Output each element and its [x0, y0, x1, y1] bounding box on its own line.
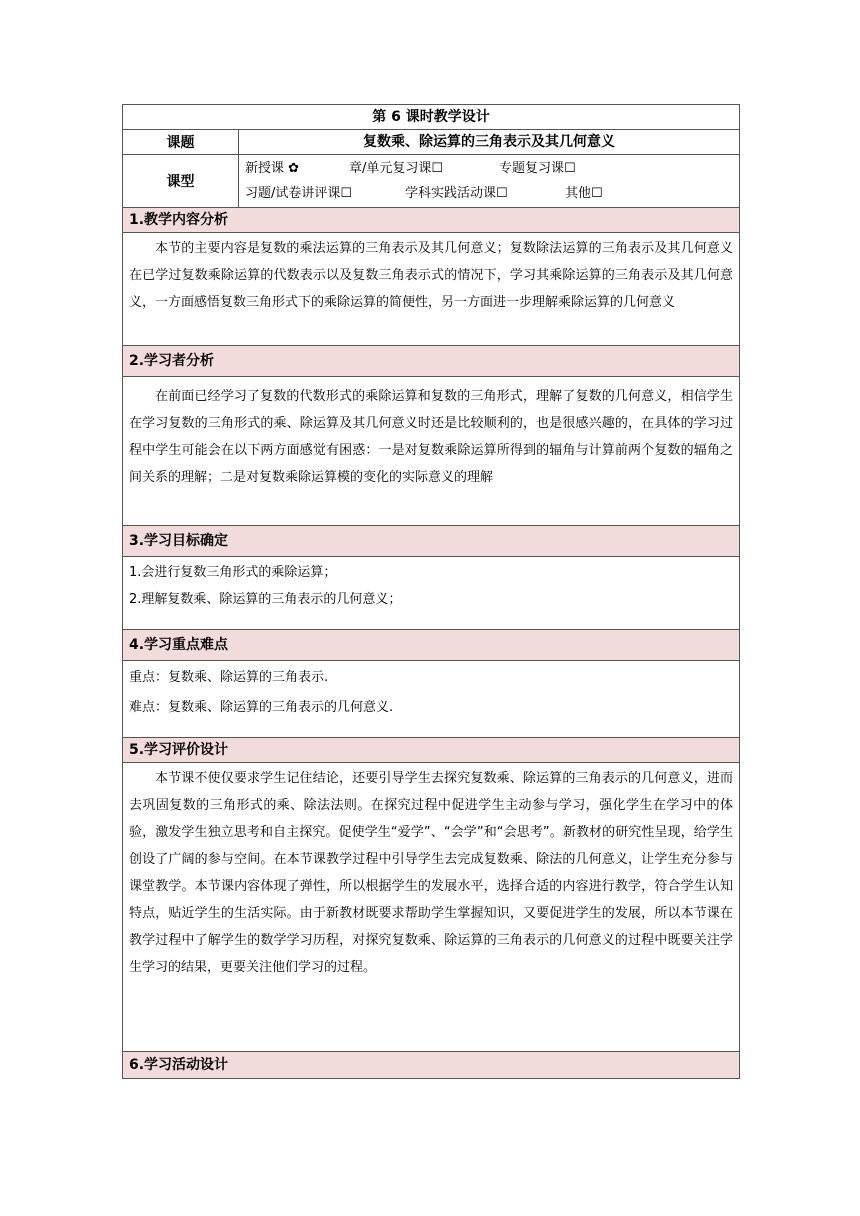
lesson-type-options — [239, 155, 740, 208]
learner-analysis-heading: 2.学习者分析 — [123, 346, 740, 377]
option-new-lesson[interactable]: 新授课 ✿ — [245, 161, 300, 176]
option-exercise-review[interactable]: 习题/试卷讲评课☐ — [245, 186, 353, 201]
key-points-heading: 4.学习重点难点 — [123, 630, 740, 661]
key-point-text: 重点：复数乘、除运算的三角表示. — [129, 670, 329, 685]
content-analysis-text: 本节的主要内容是复数的乘法运算的三角表示及其几何意义；复数除法运算的三角表示及其几何意义 在已学过复数乘除运算的代数表示以及复数三角表示式的情况下，学习其乘除运算的三角表示及其几何意义，一方面感悟复数三角形式下的乘除运算的简便性，另一方面进一步理解乘除运算的几何意义 — [129, 241, 733, 310]
lesson-design-table — [122, 104, 740, 1079]
lesson-type-row-1 — [245, 156, 733, 181]
key-points-body — [123, 661, 740, 738]
content-analysis-body — [123, 233, 740, 346]
topic-label: 课题 — [123, 130, 239, 155]
lesson-type-label: 课型 — [123, 155, 239, 208]
option-topic-review[interactable]: 专题复习课☐ — [499, 161, 576, 176]
evaluation-heading: 5.学习评价设计 — [123, 738, 740, 763]
objectives-heading: 3.学习目标确定 — [123, 526, 740, 557]
evaluation-body — [123, 763, 740, 1052]
option-unit-review[interactable]: 章/单元复习课☐ — [349, 161, 444, 176]
objective-item: 1.会进行复数三角形式的乘除运算； — [129, 565, 337, 580]
content-analysis-heading: 1.教学内容分析 — [123, 208, 740, 233]
learner-analysis-body — [123, 377, 740, 526]
learner-analysis-text: 在前面已经学习了复数的代数形式的乘除运算和复数的三角形式，理解了复数的几何意义，相信学生在学习复数的三角形式的乘、除运算及其几何意义时还是比较顺利的，也是很感兴趣的，在具体的学习过程中学生可能会在以下两方面感觉有困惑：一是对复数乘除运算所得到的辐角与计算前两个复数的辐角之间关系的理解；二是对复数乘除运算模的变化的实际意义的理解 — [129, 389, 733, 485]
difficulty-text: 难点：复数乘、除运算的三角表示的几何意义. — [129, 700, 394, 715]
option-practice-activity[interactable]: 学科实践活动课☐ — [405, 186, 508, 201]
topic-value: 复数乘、除运算的三角表示及其几何意义 — [239, 130, 740, 155]
objectives-body — [123, 557, 740, 630]
option-other[interactable]: 其他☐ — [565, 186, 603, 201]
activities-heading: 6.学习活动设计 — [123, 1052, 740, 1079]
objective-item: 2.理解复数乘、除运算的三角表示的几何意义； — [129, 592, 402, 607]
table-title: 第 6 课时教学设计 — [123, 105, 740, 130]
evaluation-text: 本节课不使仅要求学生记住结论，还要引导学生去探究复数乘、除运算的三角表示的几何意义，进而去巩固复数的三角形式的乘、除法法则。在探究过程中促进学生主动参与学习，强化学生在学习中的体验，激发学生独立思考和自主探究。促使学生“爱学”、“会学”和“会思考”。新教材的研究性呈现，给学生创设了广阔的参与空间。在本节课教学过程中引导学生去完成复数乘、除法的几何意义，让学生充分参与课堂教学。本节课内容体现了弹性，所以根据学生的发展水平，选择合适的内容进行教学，符合学生认知特点，贴近学生的生活实际。由于新教材既要求帮助学生掌握知识，又要促进学生的发展，所以本节课在教学过程中了解学生的数学学习历程，对探究复数乘、除运算的三角表示的几何意义的过程中既要关注学生学习的结果，更要关注他们学习的过程。 — [129, 771, 733, 975]
lesson-type-row-2 — [245, 181, 733, 206]
